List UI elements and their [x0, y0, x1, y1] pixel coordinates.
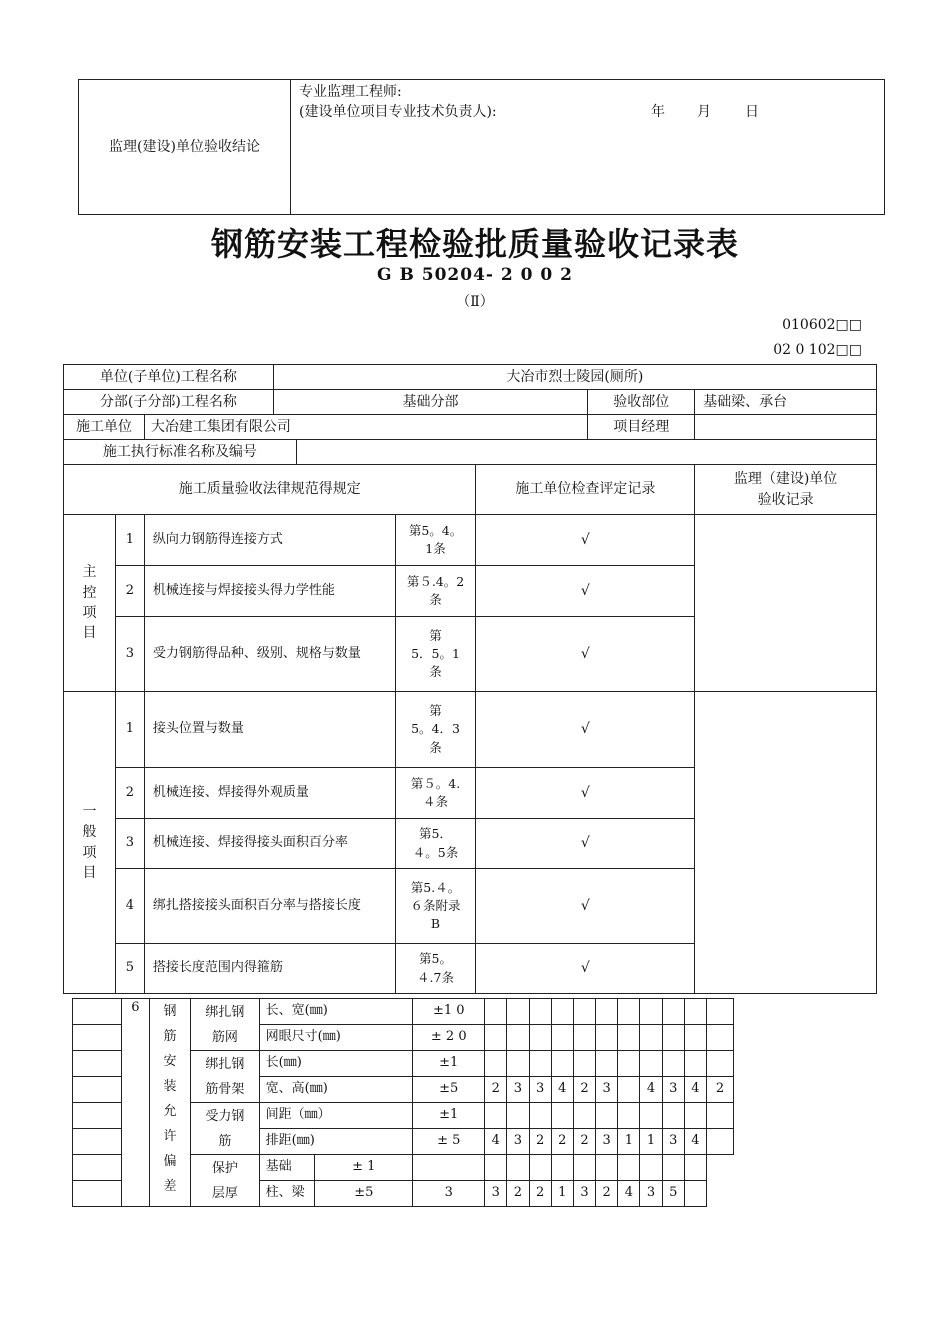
main-group-label: 主 控 项 目	[64, 515, 116, 692]
check-mark: √	[476, 515, 695, 566]
measured-value: 3	[507, 1129, 529, 1155]
measured-value	[684, 999, 706, 1025]
measured-value: 1	[551, 1181, 573, 1207]
measured-value: 2	[551, 1129, 573, 1155]
category-cage: 绑扎钢 筋骨架	[191, 1051, 260, 1103]
measured-value	[662, 1155, 684, 1181]
measured-value	[507, 1051, 529, 1077]
category-mesh: 绑扎钢 筋网	[191, 999, 260, 1051]
measured-value	[707, 1051, 734, 1077]
engineer-label: 专业监理工程师:	[299, 84, 402, 100]
measured-value: 3	[413, 1181, 485, 1207]
check-mark: √	[476, 944, 695, 994]
measured-value	[618, 1155, 640, 1181]
item-no: 4	[115, 869, 144, 944]
measured-value: 4	[618, 1181, 640, 1207]
measured-value	[485, 1025, 507, 1051]
measured-value	[618, 1077, 640, 1103]
tolerance-value: ± 5	[413, 1129, 485, 1155]
tolerance-value: ± 1	[315, 1155, 413, 1181]
deviation-table	[72, 998, 734, 1207]
item-name: 接头位置与数量	[144, 692, 395, 768]
standard-code: G B 50204- 2 0 0 2	[377, 265, 573, 285]
standard-value	[296, 440, 876, 465]
main-supervision-cell	[695, 515, 877, 692]
measured-value	[596, 1051, 618, 1077]
item-clause: 第5。 ４.7条	[395, 944, 476, 994]
blank-cell	[73, 1077, 122, 1103]
check-mark: √	[476, 768, 695, 819]
measured-value	[551, 1025, 573, 1051]
check-mark: √	[476, 566, 695, 617]
measured-value: 2	[529, 1181, 551, 1207]
measured-value	[551, 1155, 573, 1181]
measured-value	[596, 1025, 618, 1051]
col-header-supervision	[695, 465, 877, 515]
item-no: 3	[115, 819, 144, 869]
measured-value: 3	[529, 1077, 551, 1103]
item-name: 机械连接、焊接得外观质量	[144, 768, 395, 819]
tech-lead-label: (建设单位项目专业技术负责人):	[299, 104, 497, 121]
measured-value	[707, 1025, 734, 1051]
unit-name-value: 大冶市烈士陵园(厕所)	[273, 365, 876, 390]
measured-value: 3	[662, 1077, 684, 1103]
accept-part-value: 基础梁、承台	[695, 390, 877, 415]
inspection-table	[63, 364, 877, 994]
deviation-row	[73, 999, 734, 1025]
measured-value	[573, 1025, 595, 1051]
measured-value	[529, 1103, 551, 1129]
col-header-spec: 施工质量验收法律规范得规定	[64, 465, 476, 515]
col-header-supervision-2: 验收记录	[757, 491, 814, 508]
deviation-item: 长、宽(㎜)	[259, 999, 413, 1025]
measured-value	[529, 999, 551, 1025]
tolerance-value: ±1	[413, 1103, 485, 1129]
cover-label: 保护 层厚	[191, 1155, 260, 1207]
conclusion-label-cell	[79, 80, 291, 215]
measured-value	[596, 999, 618, 1025]
measured-value	[618, 1103, 640, 1129]
blank-cell	[73, 1103, 122, 1129]
blank-cell	[73, 1025, 122, 1051]
supervision-conclusion-table	[78, 79, 885, 215]
blank-cell	[73, 1129, 122, 1155]
deviation-item: 网眼尺寸(㎜)	[259, 1025, 413, 1051]
measured-value: 3	[573, 1181, 595, 1207]
table-row	[64, 515, 877, 566]
conclusion-sign-cell	[291, 80, 885, 215]
part-number: （Ⅱ）	[456, 294, 494, 310]
item-name: 机械连接、焊接得接头面积百分率	[144, 819, 395, 869]
measured-value	[707, 1129, 734, 1155]
check-mark: √	[476, 692, 695, 768]
check-mark: √	[476, 869, 695, 944]
item-no: 1	[115, 515, 144, 566]
measured-value: 4	[640, 1077, 662, 1103]
deviation-item: 长(㎜)	[259, 1051, 413, 1077]
measured-value	[573, 1103, 595, 1129]
record-code-2: 02 0 102□□	[773, 342, 862, 358]
measured-value	[640, 1155, 662, 1181]
blank-cell	[73, 999, 122, 1025]
date-year: 年	[651, 104, 665, 121]
measured-value: 3	[640, 1181, 662, 1207]
measured-value: 5	[662, 1181, 684, 1207]
measured-value	[684, 1155, 706, 1181]
measured-value	[640, 1025, 662, 1051]
measured-value: 3	[596, 1129, 618, 1155]
measured-value	[662, 1103, 684, 1129]
measured-value	[662, 1025, 684, 1051]
measured-value	[618, 1051, 640, 1077]
accept-part-label: 验收部位	[588, 390, 695, 415]
item-no: 1	[115, 692, 144, 768]
item-name: 纵向力钢筋得连接方式	[144, 515, 395, 566]
measured-value	[573, 999, 595, 1025]
item-name: 受力钢筋得品种、级别、规格与数量	[144, 617, 395, 692]
measured-value: 2	[507, 1181, 529, 1207]
deviation-item: 宽、高(㎜)	[259, 1077, 413, 1103]
item-clause: 第５.4。2 条	[395, 566, 476, 617]
measured-value: 2	[707, 1077, 734, 1103]
measured-value	[684, 1103, 706, 1129]
measured-value	[529, 1155, 551, 1181]
measured-value: 2	[573, 1077, 595, 1103]
measured-value: 2	[485, 1077, 507, 1103]
measured-value: 3	[507, 1077, 529, 1103]
table-row	[64, 692, 877, 768]
blank-cell	[73, 1181, 122, 1207]
measured-value	[507, 1103, 529, 1129]
check-mark: √	[476, 617, 695, 692]
measured-value	[596, 1103, 618, 1129]
sub-name-label: 分部(子分部)工程名称	[64, 390, 274, 415]
deviation-item: 基础	[259, 1155, 315, 1181]
item-clause: 第5。4。 1条	[395, 515, 476, 566]
measured-value	[707, 1103, 734, 1129]
item-no: 2	[115, 566, 144, 617]
date-day: 日	[745, 104, 759, 121]
tolerance-value: ±5	[413, 1077, 485, 1103]
sub-name-value: 基础分部	[273, 390, 588, 415]
measured-value	[640, 1103, 662, 1129]
measured-value	[485, 999, 507, 1025]
manager-value	[695, 415, 877, 440]
tolerance-value: ±5	[315, 1181, 413, 1207]
tolerance-value: ±1	[413, 1051, 485, 1077]
conclusion-label: 监理(建设)单位验收结论	[109, 138, 260, 155]
col-header-supervision-1: 监理（建设)单位	[733, 471, 838, 488]
tolerance-value: ±1 0	[413, 999, 485, 1025]
item-no: 5	[115, 944, 144, 994]
measured-value	[485, 1103, 507, 1129]
measured-value	[596, 1155, 618, 1181]
date-month: 月	[697, 104, 711, 121]
measured-value	[485, 1051, 507, 1077]
measured-value	[485, 1155, 507, 1181]
category-rebar: 受力钢 筋	[191, 1103, 260, 1155]
item-no: 3	[115, 617, 144, 692]
measured-value	[551, 999, 573, 1025]
measured-value	[529, 1025, 551, 1051]
blank-cell	[73, 1155, 122, 1181]
item-name: 绑扎搭接接头面积百分率与搭接长度	[144, 869, 395, 944]
deviation-item: 排距(㎜)	[259, 1129, 413, 1155]
item-clause: 第 5．5。1 条	[395, 617, 476, 692]
measured-value: 3	[485, 1181, 507, 1207]
page-title: 钢筋安装工程检验批质量验收记录表	[210, 225, 739, 263]
item-name: 搭接长度范围内得箍筋	[144, 944, 395, 994]
measured-value	[684, 1025, 706, 1051]
measured-value: 2	[596, 1181, 618, 1207]
measured-value	[573, 1051, 595, 1077]
deviation-item: 间距（㎜）	[259, 1103, 413, 1129]
measured-value	[507, 1025, 529, 1051]
measured-value	[618, 999, 640, 1025]
measured-value	[551, 1103, 573, 1129]
measured-value	[618, 1025, 640, 1051]
tolerance-value: ± 2 0	[413, 1025, 485, 1051]
measured-value: 4	[551, 1077, 573, 1103]
measured-value: 4	[684, 1129, 706, 1155]
measured-value	[684, 1051, 706, 1077]
measured-value	[662, 1051, 684, 1077]
measured-value	[662, 999, 684, 1025]
item-clause: 第 5。4．3 条	[395, 692, 476, 768]
measured-value	[707, 999, 734, 1025]
deviation-item: 柱、梁	[259, 1181, 315, 1207]
item-clause: 第5.４。 ６条附录 B	[395, 869, 476, 944]
contractor-label: 施工单位	[64, 415, 145, 440]
item-clause: 第5． ４。5条	[395, 819, 476, 869]
measured-value	[507, 999, 529, 1025]
measured-value: 2	[529, 1129, 551, 1155]
deviation-label: 钢 筋 安 装 允 许 偏 差	[149, 999, 190, 1207]
measured-value	[507, 1155, 529, 1181]
measured-value: 1	[618, 1129, 640, 1155]
measured-value: 4	[485, 1129, 507, 1155]
unit-name-label: 单位(子单位)工程名称	[64, 365, 274, 390]
item-clause: 第５。4. ４条	[395, 768, 476, 819]
measured-value: 3	[596, 1077, 618, 1103]
measured-value	[413, 1155, 485, 1181]
measured-value	[640, 999, 662, 1025]
blank-cell	[73, 1051, 122, 1077]
measured-value: 2	[573, 1129, 595, 1155]
col-header-check: 施工单位检查评定记录	[476, 465, 695, 515]
record-code-1: 010602□□	[782, 317, 862, 333]
general-group-label: 一 般 项 目	[64, 692, 116, 994]
measured-value	[551, 1051, 573, 1077]
check-mark: √	[476, 819, 695, 869]
standard-label: 施工执行标准名称及编号	[64, 440, 297, 465]
deviation-no: 6	[121, 999, 149, 1207]
item-name: 机械连接与焊接接头得力学性能	[144, 566, 395, 617]
measured-value: 4	[684, 1077, 706, 1103]
manager-label: 项目经理	[588, 415, 695, 440]
measured-value	[640, 1051, 662, 1077]
measured-value: 1	[640, 1129, 662, 1155]
measured-value	[529, 1051, 551, 1077]
item-no: 2	[115, 768, 144, 819]
contractor-value: 大冶建工集团有限公司	[144, 415, 587, 440]
general-supervision-cell	[695, 692, 877, 994]
measured-value	[684, 1181, 706, 1207]
measured-value: 3	[662, 1129, 684, 1155]
measured-value	[573, 1155, 595, 1181]
